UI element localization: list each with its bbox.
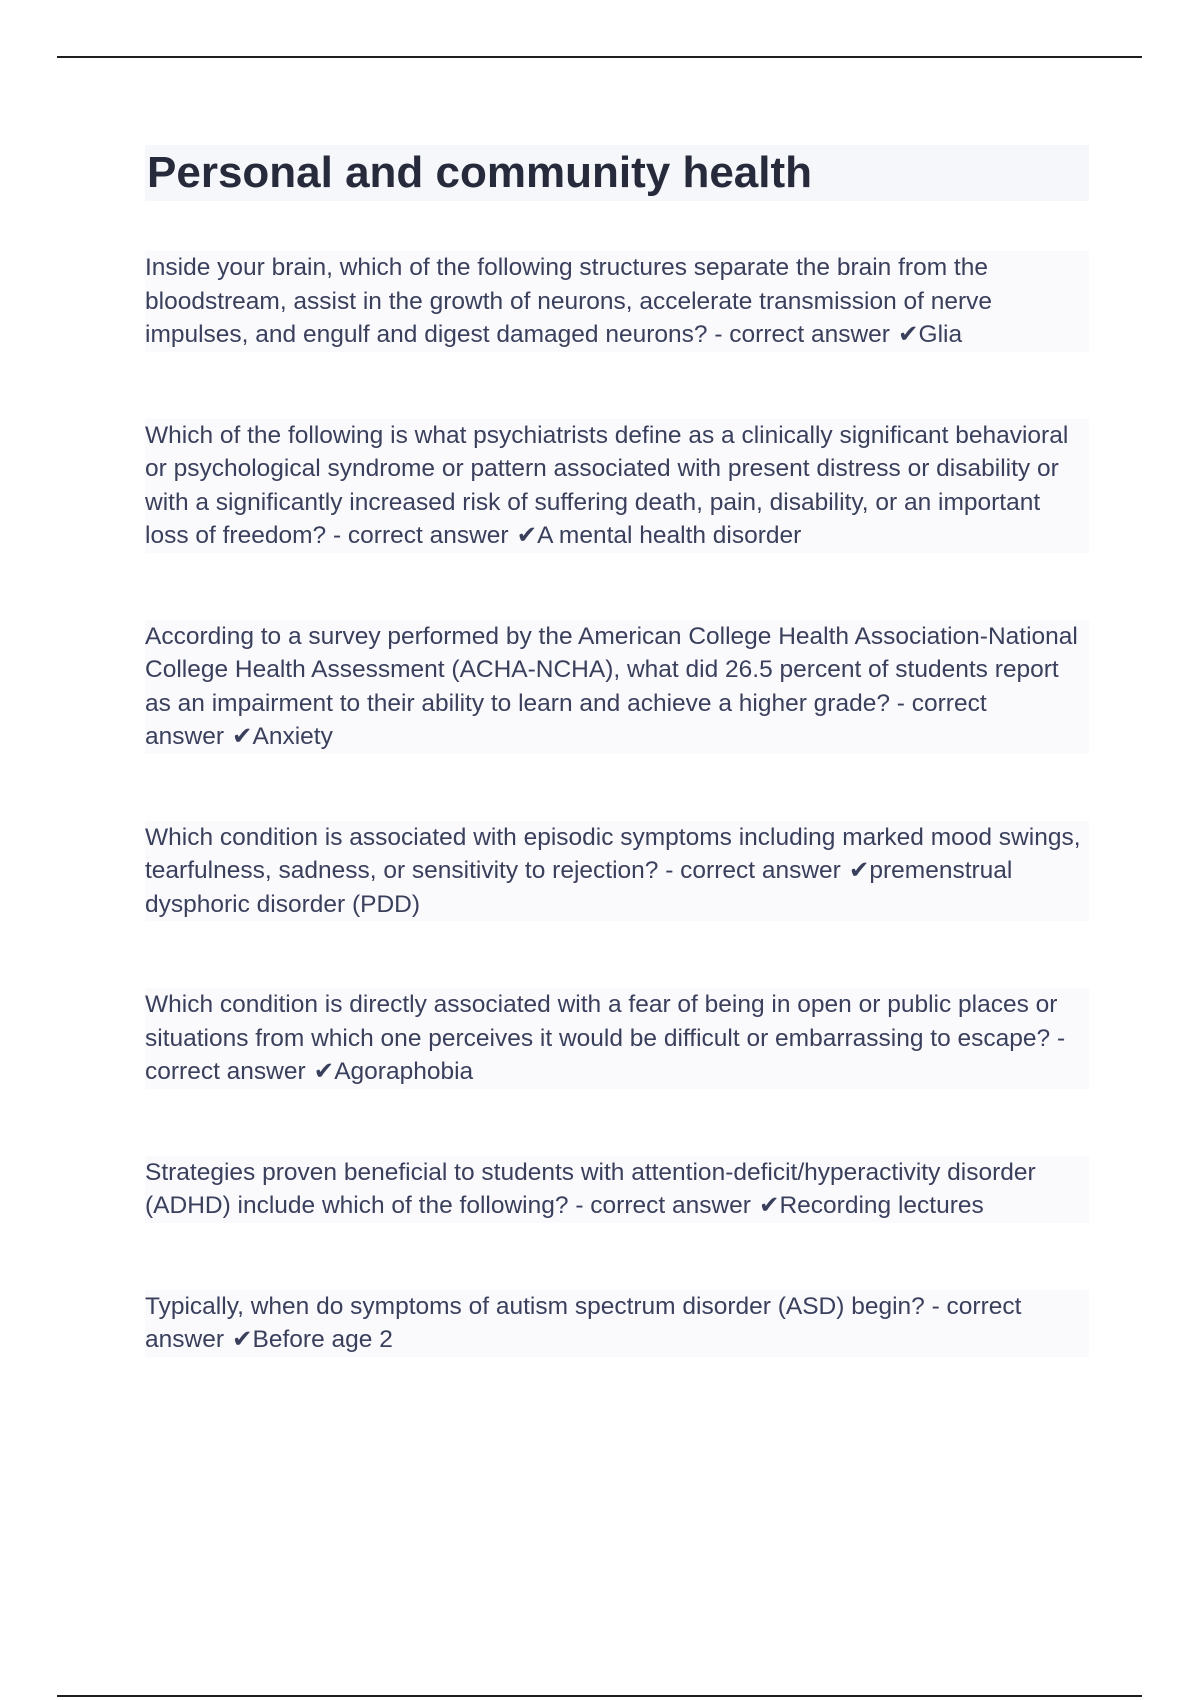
answer-marker: - correct answer xyxy=(575,1192,751,1219)
answer-marker: - correct answer xyxy=(145,689,987,750)
qa-item xyxy=(145,1156,1089,1223)
check-icon: ✔ xyxy=(897,321,919,348)
check-icon: ✔ xyxy=(848,857,870,884)
qa-item xyxy=(145,419,1089,553)
answer-marker: - correct answer xyxy=(332,522,509,549)
page-top-rule xyxy=(57,56,1142,58)
answer-text: A mental health disorder xyxy=(537,522,802,549)
qa-item xyxy=(145,988,1089,1089)
answer-text: Agoraphobia xyxy=(334,1058,474,1085)
answer-text: Recording lectures xyxy=(779,1192,984,1219)
answer-marker: - correct answer xyxy=(665,857,841,884)
qa-item xyxy=(145,1290,1089,1357)
question-text: According to a survey performed by the American College Health Association-National College Health Assessment (ACHA-NCHA), what did 26.5 percent of students report as an impairment to their ability to learn and achieve a higher grade? xyxy=(145,622,1078,717)
answer-text: premenstrual dysphoric disorder (PDD) xyxy=(145,857,1013,918)
qa-list xyxy=(145,251,1089,1357)
check-icon: ✔ xyxy=(313,1058,335,1085)
check-icon: ✔ xyxy=(231,723,253,750)
answer-text: Anxiety xyxy=(252,723,333,750)
question-text: Strategies proven beneficial to students with attention-deficit/hyperactivity disorder (ADHD) include which of the following? xyxy=(145,1158,1036,1219)
answer-marker: - correct answer xyxy=(145,1024,1066,1085)
document-body xyxy=(145,145,1089,1424)
question-text: Which condition is associated with episodic symptoms including marked mood swings, tearfulness, sadness, or sensitivity to rejection? xyxy=(145,823,1081,884)
check-icon: ✔ xyxy=(231,1326,253,1353)
answer-marker: - correct answer xyxy=(145,1292,1022,1353)
question-text: Which of the following is what psychiatrists define as a clinically significant behavioral or psychological syndrome or pattern associated with present distress or disability or with a significantly increased risk of suffering death, pain, disability, or an important loss of freedom? xyxy=(145,421,1069,549)
question-text: Which condition is directly associated with a fear of being in open or public places or situations from which one perceives it would be difficult or embarrassing to escape? xyxy=(145,991,1058,1052)
page-bottom-rule xyxy=(57,1695,1142,1697)
answer-text: Before age 2 xyxy=(252,1326,393,1353)
answer-marker: - correct answer xyxy=(714,321,890,348)
check-icon: ✔ xyxy=(516,522,538,549)
question-text: Typically, when do symptoms of autism spectrum disorder (ASD) begin? xyxy=(145,1292,925,1320)
answer-text: Glia xyxy=(918,321,963,348)
page-title: Personal and community health xyxy=(145,145,1089,201)
check-icon: ✔ xyxy=(758,1192,780,1219)
question-text: Inside your brain, which of the following structures separate the brain from the bloodstream, assist in the growth of neurons, accelerate transmission of nerve impulses, and engulf and digest damaged neurons? xyxy=(145,254,993,348)
qa-item xyxy=(145,251,1089,352)
qa-item xyxy=(145,620,1089,754)
qa-item xyxy=(145,821,1089,922)
